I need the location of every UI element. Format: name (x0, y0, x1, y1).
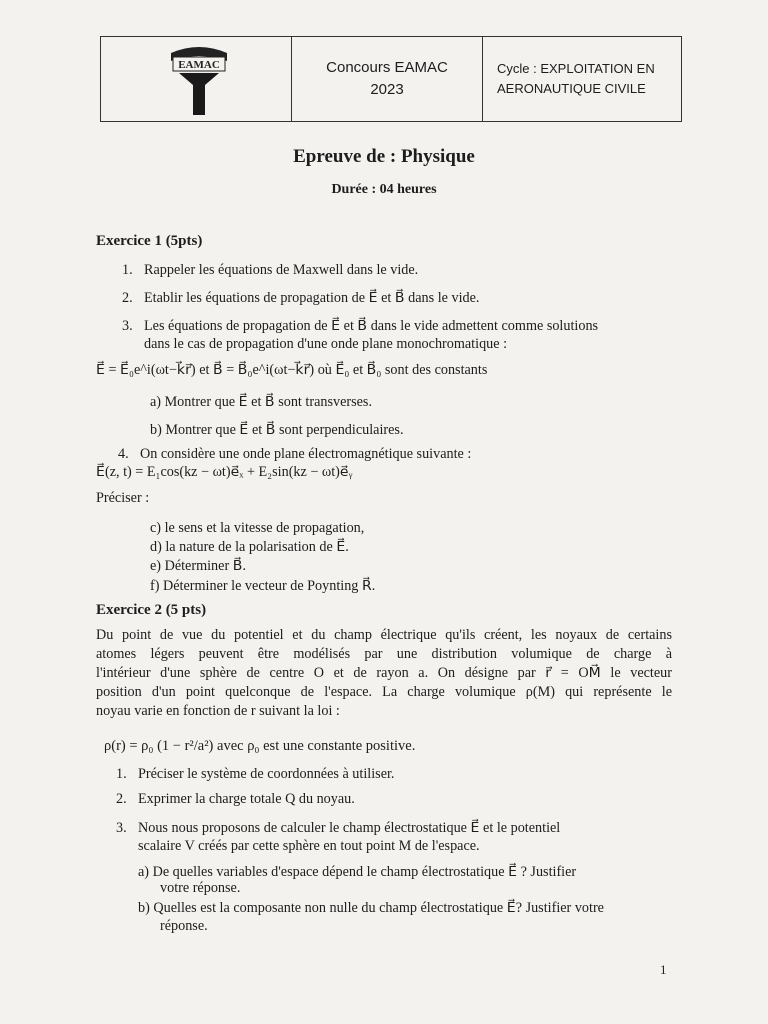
logo-cell (101, 37, 292, 121)
ex2-intro-line-4: position d'un point quelconque de l'espace. La charge volumique ρ(M) qui représente le (96, 684, 672, 700)
ex2-question-a-line-1: a) De quelles variables d'espace dépend le champ électrostatique E⃗ ? Justifier (138, 864, 577, 880)
ex1-question-d: d) la nature de la polarisation de E⃗. (150, 539, 349, 555)
exercise-1-heading: Exercice 1 (5pts) (96, 233, 203, 249)
exercise-2-heading: Exercice 2 (5 pts) (96, 602, 207, 618)
contest-name: Concours EAMAC (326, 59, 448, 76)
ex1-q1-number: 1. (122, 262, 133, 278)
ex1-question-a: a) Montrer que E⃗ et B⃗ sont transverses. (150, 394, 372, 410)
ex1-question-c: c) le sens et la vitesse de propagation, (150, 520, 365, 536)
exam-title: Epreuve de : Physique (293, 146, 475, 167)
ex1-question-4 (118, 446, 471, 463)
ex2-q3-text-2: scalaire V créés par cette sphère en tout point M de l'espace. (138, 838, 480, 854)
ex1-q4-text: On considère une onde plane électromagnétique suivante : (140, 446, 472, 462)
ex1-q1-text: Rappeler les équations de Maxwell dans le vide. (144, 262, 419, 278)
contest-year: 2023 (370, 81, 404, 98)
ex2-question-b-line-1: b) Quelles est la composante non nulle du champ électrostatique E⃗? Justifier votre (138, 900, 604, 916)
cycle-line-1: Cycle : EXPLOITATION EN (497, 61, 655, 76)
ex1-q3-text-1: Les équations de propagation de E⃗ et B⃗ dans le vide admettent comme solutions (144, 318, 599, 334)
ex1-question-2 (122, 290, 479, 307)
ex1-question-f: f) Déterminer le vecteur de Poynting R⃗. (150, 578, 376, 594)
eamac-logo (167, 43, 231, 115)
ex2-intro-paragraph (96, 626, 672, 721)
ex2-q3-text-1: Nous nous proposons de calculer le champ électrostatique E⃗ et le potentiel (138, 820, 561, 836)
ex1-question-3 (122, 318, 598, 335)
ex2-q3-number: 3. (116, 820, 127, 836)
ex2-intro-line-1: Du point de vue du potentiel et du champ électrique qu'ils créent, les noyaux de certains (96, 627, 672, 643)
contest-cell (292, 37, 483, 121)
ex1-q2-text: Etablir les équations de propagation de E⃗ et B⃗ dans le vide. (144, 290, 480, 306)
ex1-preciser: Préciser : (96, 490, 150, 506)
ex2-intro-line-2: atomes légers peuvent être modélisés par une distribution volumique de charge à (96, 646, 672, 662)
ex2-intro-line-5: noyau varie en fonction de r suivant la loi : (96, 703, 340, 719)
ex1-q2-number: 2. (122, 290, 133, 306)
ex2-q1-number: 1. (116, 766, 127, 782)
ex2-question-3 (116, 820, 560, 837)
ex1-q3-equation: E⃗ = E⃗₀e^i(ωt−k⃗r⃗) et B⃗ = B⃗₀e^i(ωt−k⃗r⃗) où E⃗₀ et B⃗₀ sont des constants (96, 362, 488, 378)
cycle-cell (483, 37, 681, 121)
ex2-charge-law: ρ(r) = ρ₀ (1 − r²/a²) avec ρ₀ est une constante positive. (104, 738, 416, 754)
ex2-q2-number: 2. (116, 791, 127, 807)
ex1-question-b: b) Montrer que E⃗ et B⃗ sont perpendiculaires. (150, 422, 404, 438)
ex2-intro-line-3: l'intérieur d'une sphère de centre O et de rayon a. On désigne par r⃗ = OM⃗ le vecteur (96, 665, 672, 681)
ex1-q3-number: 3. (122, 318, 133, 334)
ex2-question-1 (116, 766, 394, 783)
ex1-q3-text-2: dans le cas de propagation d'une onde plane monochromatique : (144, 336, 508, 352)
ex1-q4-equation: E⃗(z, t) = E₁cos(kz − ωt)e⃗ₓ + E₂sin(kz − ωt)e⃗ᵧ (96, 464, 353, 480)
ex2-question-2 (116, 791, 355, 808)
ex2-question-a-line-2: votre réponse. (160, 880, 241, 896)
ex2-q1-text: Préciser le système de coordonnées à utiliser. (138, 766, 395, 782)
exam-duration: Durée : 04 heures (331, 182, 437, 197)
ex1-question-1 (122, 262, 418, 279)
ex2-question-b-line-2: réponse. (160, 918, 208, 934)
ex1-q4-number: 4. (118, 446, 129, 462)
logo-text: EAMAC (178, 59, 220, 71)
ex2-q2-text: Exprimer la charge totale Q du noyau. (138, 791, 355, 807)
header-table (100, 36, 682, 122)
page-number: 1 (660, 962, 667, 977)
cycle-line-2: AERONAUTIQUE CIVILE (497, 81, 646, 96)
ex1-question-e: e) Déterminer B⃗. (150, 558, 246, 574)
